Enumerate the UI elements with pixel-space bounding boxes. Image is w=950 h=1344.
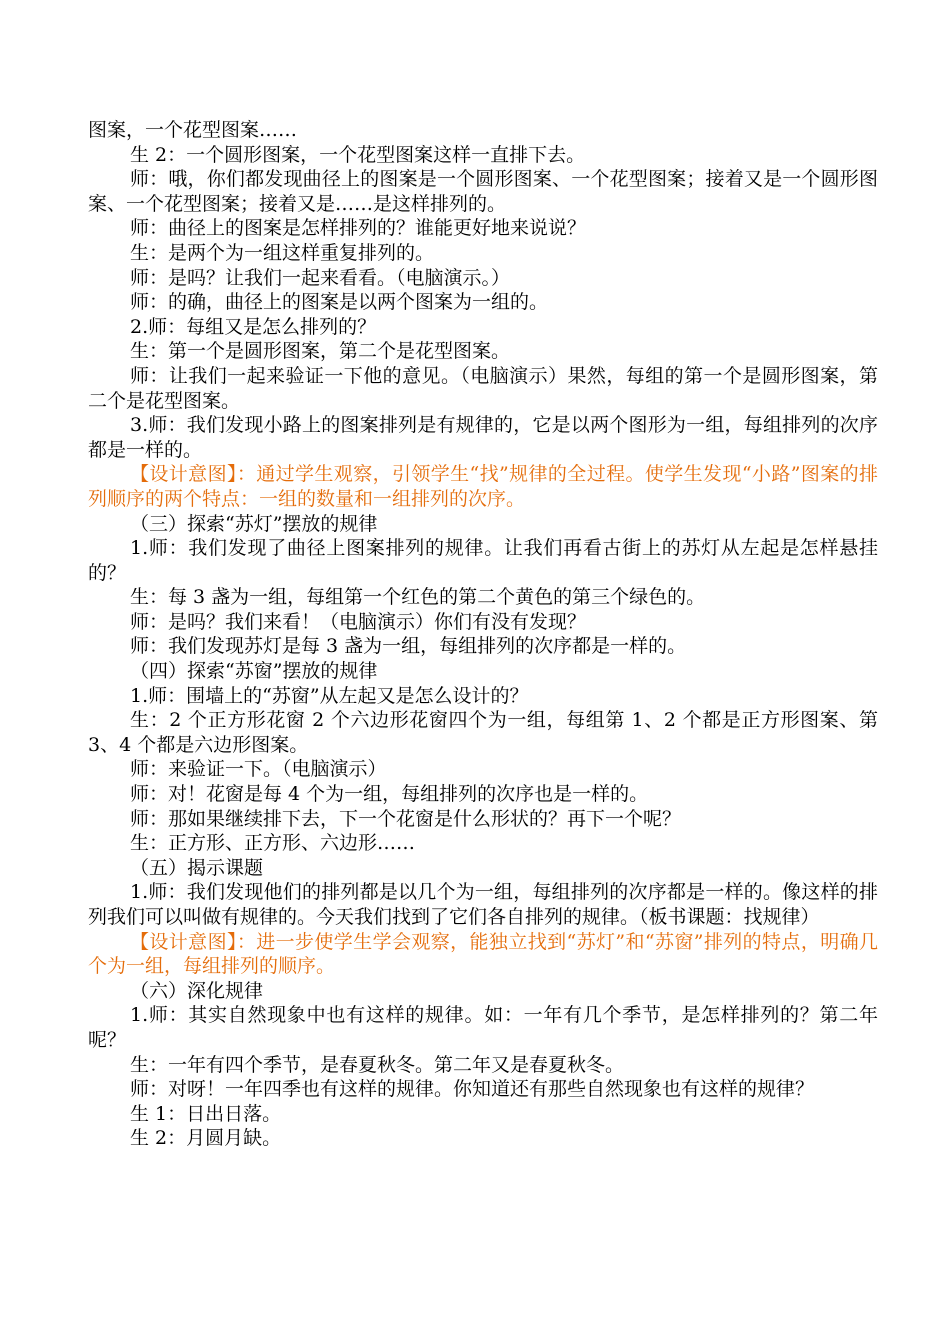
paragraph: 生：每 3 盏为一组，每组第一个红色的第二个黄色的第三个绿色的。: [130, 586, 706, 609]
paragraph: 师：的确，曲径上的图案是以两个图案为一组的。: [130, 291, 549, 314]
paragraph: 1.师：围墙上的“苏窗”从左起又是怎么设计的？: [130, 684, 529, 707]
paragraph: （五）揭示课题: [130, 856, 264, 879]
paragraph: 3.师：我们发现小路上的图案排列是有规律的，它是以两个图形为一组，每组排列的次序都是一样的。: [88, 414, 878, 461]
paragraph: 1.师：我们发现了曲径上图案排列的规律。让我们再看古街上的苏灯从左起是怎样悬挂的？: [88, 537, 878, 584]
paragraph: 生：是两个为一组这样重复排列的。: [130, 241, 435, 264]
document-page: [88, 118, 878, 1151]
paragraph: 生 2：月圆月缺。: [130, 1127, 282, 1150]
paragraph: 师：那如果继续排下去，下一个花窗是什么形状的？再下一个呢？: [130, 807, 682, 830]
paragraph: 1.师：其实自然现象中也有这样的规律。如：一年有几个季节，是怎样排列的？第二年呢？: [88, 1004, 878, 1051]
paragraph: 生 1：日出日落。: [130, 1102, 282, 1125]
paragraph: 生：一年有四个季节，是春夏秋冬。第二年又是春夏秋冬。: [130, 1053, 625, 1076]
paragraph: 生：正方形、正方形、六边形……: [130, 832, 416, 855]
paragraph: （四）探索“苏窗”摆放的规律: [130, 660, 378, 683]
paragraph: 师：我们发现苏灯是每 3 盏为一组，每组排列的次序都是一样的。: [130, 635, 687, 658]
paragraph: 师：对！花窗是每 4 个为一组，每组排列的次序也是一样的。: [130, 783, 649, 806]
paragraph: 1.师：我们发现他们的排列都是以几个为一组，每组排列的次序都是一样的。像这样的排列我们可以叫做有规律的。今天我们找到了它们各自排列的规律。（板书课题：找规律）: [88, 881, 878, 928]
paragraph: 生：第一个是圆形图案，第二个是花型图案。: [130, 340, 511, 363]
paragraph: （六）深化规律: [130, 979, 264, 1002]
paragraph: 师：哦，你们都发现曲径上的图案是一个圆形图案、一个花型图案；接着又是一个圆形图案、一个花型图案；接着又是……是这样排列的。: [88, 168, 878, 215]
design-intent-paragraph: 【设计意图】：进一步使学生学会观察，能独立找到“苏灯”和“苏窗”排列的特点，明确几个为一组，每组排列的顺序。: [88, 930, 878, 978]
paragraph: 师：让我们一起来验证一下他的意见。（电脑演示）果然，每组的第一个是圆形图案，第二个是花型图案。: [88, 364, 878, 412]
paragraph: 2.师：每组又是怎么排列的？: [130, 315, 377, 338]
paragraph: 师：曲径上的图案是怎样排列的？谁能更好地来说说？: [130, 217, 587, 240]
paragraph: 师：对呀！一年四季也有这样的规律。你知道还有那些自然现象也有这样的规律？: [130, 1078, 815, 1101]
design-intent-paragraph: 【设计意图】：通过学生观察，引领学生“找”规律的全过程。使学生发现“小路”图案的排列顺序的两个特点：一组的数量和一组排列的次序。: [88, 463, 878, 510]
paragraph: 师：是吗？让我们一起来看看。（电脑演示。）: [130, 266, 511, 289]
paragraph: 生：2 个正方形花窗 2 个六边形花窗四个为一组，每组第 1、2 个都是正方形图案、第 3、4 个都是六边形图案。: [88, 709, 878, 756]
paragraph: （三）探索“苏灯”摆放的规律: [130, 512, 378, 535]
paragraph: 生 2：一个圆形图案，一个花型图案这样一直排下去。: [130, 143, 586, 166]
paragraph: 图案，一个花型图案……: [88, 119, 298, 141]
paragraph: 师：是吗？我们来看！（电脑演示）你们有没有发现？: [130, 610, 587, 633]
paragraph: 师：来验证一下。（电脑演示）: [130, 758, 387, 781]
